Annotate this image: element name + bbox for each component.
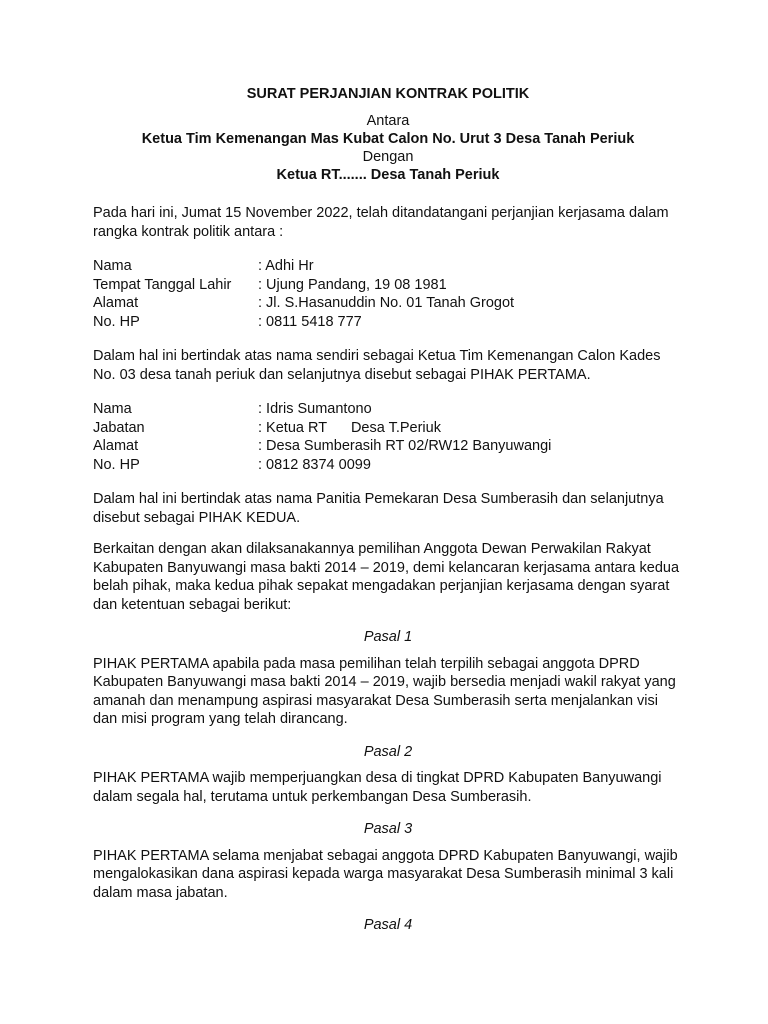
document-title: SURAT PERJANJIAN KONTRAK POLITIK: [246, 86, 530, 102]
detail-value: : Desa Sumberasih RT 02/RW12 Banyuwangi: [258, 438, 552, 454]
detail-value: : 0812 8374 0099: [258, 456, 371, 473]
preamble-paragraph: Berkaitan dengan akan dilaksanakannya pemilihan Anggota Dewan Perwakilan Rakyat Kabupaten Banyuwangi masa bakti 2014 – 2019, demi kelancaran kerjasama antara kedua belah pihak, maka kedua pihak sepakat mengadakan perjanjian kerjasama dengan syarat dan ketentuan sebagai berikut:: [93, 541, 680, 613]
detail-row: [93, 276, 683, 295]
detail-value: : Adhi Hr: [258, 258, 314, 274]
second-party-heading: Ketua RT....... Desa Tanah Periuk: [276, 167, 500, 183]
detail-row: [93, 313, 683, 332]
detail-label: Alamat: [93, 438, 139, 454]
pasal-heading: Pasal 3: [363, 821, 413, 837]
antara-text: Antara: [366, 113, 410, 129]
detail-label: Jabatan: [93, 419, 145, 436]
pasal-heading: Pasal 1: [363, 629, 413, 645]
intro-paragraph: Pada hari ini, Jumat 15 November 2022, telah ditandatangani perjanjian kerjasama dalam rangka kontrak politik antara :: [93, 205, 669, 240]
detail-value: : Idris Sumantono: [258, 401, 372, 417]
detail-label: Tempat Tanggal Lahir: [93, 276, 232, 293]
detail-row: [93, 294, 683, 313]
detail-row: [93, 456, 683, 475]
detail-value: : 0811 5418 777: [258, 313, 362, 330]
first-party-statement: Dalam hal ini bertindak atas nama sendiri sebagai Ketua Tim Kemenangan Calon Kades No. 03 desa tanah periuk dan selanjutnya disebut sebagai PIHAK PERTAMA.: [93, 348, 661, 383]
pasal-text: PIHAK PERTAMA wajib memperjuangkan desa di tingkat DPRD Kabupaten Banyuwangi dalam segala hal, terutama untuk perkembangan Desa Sumberasih.: [93, 770, 662, 805]
detail-row: [93, 437, 683, 456]
first-party-heading: Ketua Tim Kemenangan Mas Kubat Calon No. Urut 3 Desa Tanah Periuk: [141, 131, 635, 147]
second-party-statement: Dalam hal ini bertindak atas nama Panitia Pemekaran Desa Sumberasih dan selanjutnya disebut sebagai PIHAK KEDUA.: [93, 491, 664, 526]
detail-label: No. HP: [93, 313, 140, 330]
detail-row: [93, 400, 683, 419]
second-party-details: [93, 400, 683, 474]
pasal-text: PIHAK PERTAMA selama menjabat sebagai anggota DPRD Kabupaten Banyuwangi, wajib mengalokasikan dana aspirasi kepada warga masyarakat Desa Sumberasih minimal 3 kali dalam masa jabatan.: [93, 847, 678, 901]
detail-label: Nama: [93, 258, 132, 274]
dengan-text: Dengan: [362, 149, 414, 165]
detail-label: No. HP: [93, 456, 140, 473]
pasal-heading: Pasal 2: [363, 743, 413, 760]
document-page: [93, 84, 683, 935]
detail-value: : Ujung Pandang, 19 08 1981: [258, 276, 447, 293]
detail-row: [93, 257, 683, 276]
detail-row: [93, 419, 683, 438]
pasal-heading: Pasal 4: [363, 917, 413, 933]
detail-label: Nama: [93, 401, 132, 417]
detail-value: : Jl. S.Hasanuddin No. 01 Tanah Grogot: [258, 295, 515, 311]
first-party-details: [93, 257, 683, 331]
detail-label: Alamat: [93, 295, 139, 311]
pasal-text: PIHAK PERTAMA apabila pada masa pemilihan telah terpilih sebagai anggota DPRD Kabupaten Banyuwangi masa bakti 2014 – 2019, wajib bersedia menjadi wakil rakyat yang amanah dan menampung aspirasi masyarakat Desa Sumberasih serta menjalankan visi dan misi program yang telah dirancang.: [93, 655, 676, 727]
detail-value: : Ketua RT Desa T.Periuk: [258, 419, 441, 436]
